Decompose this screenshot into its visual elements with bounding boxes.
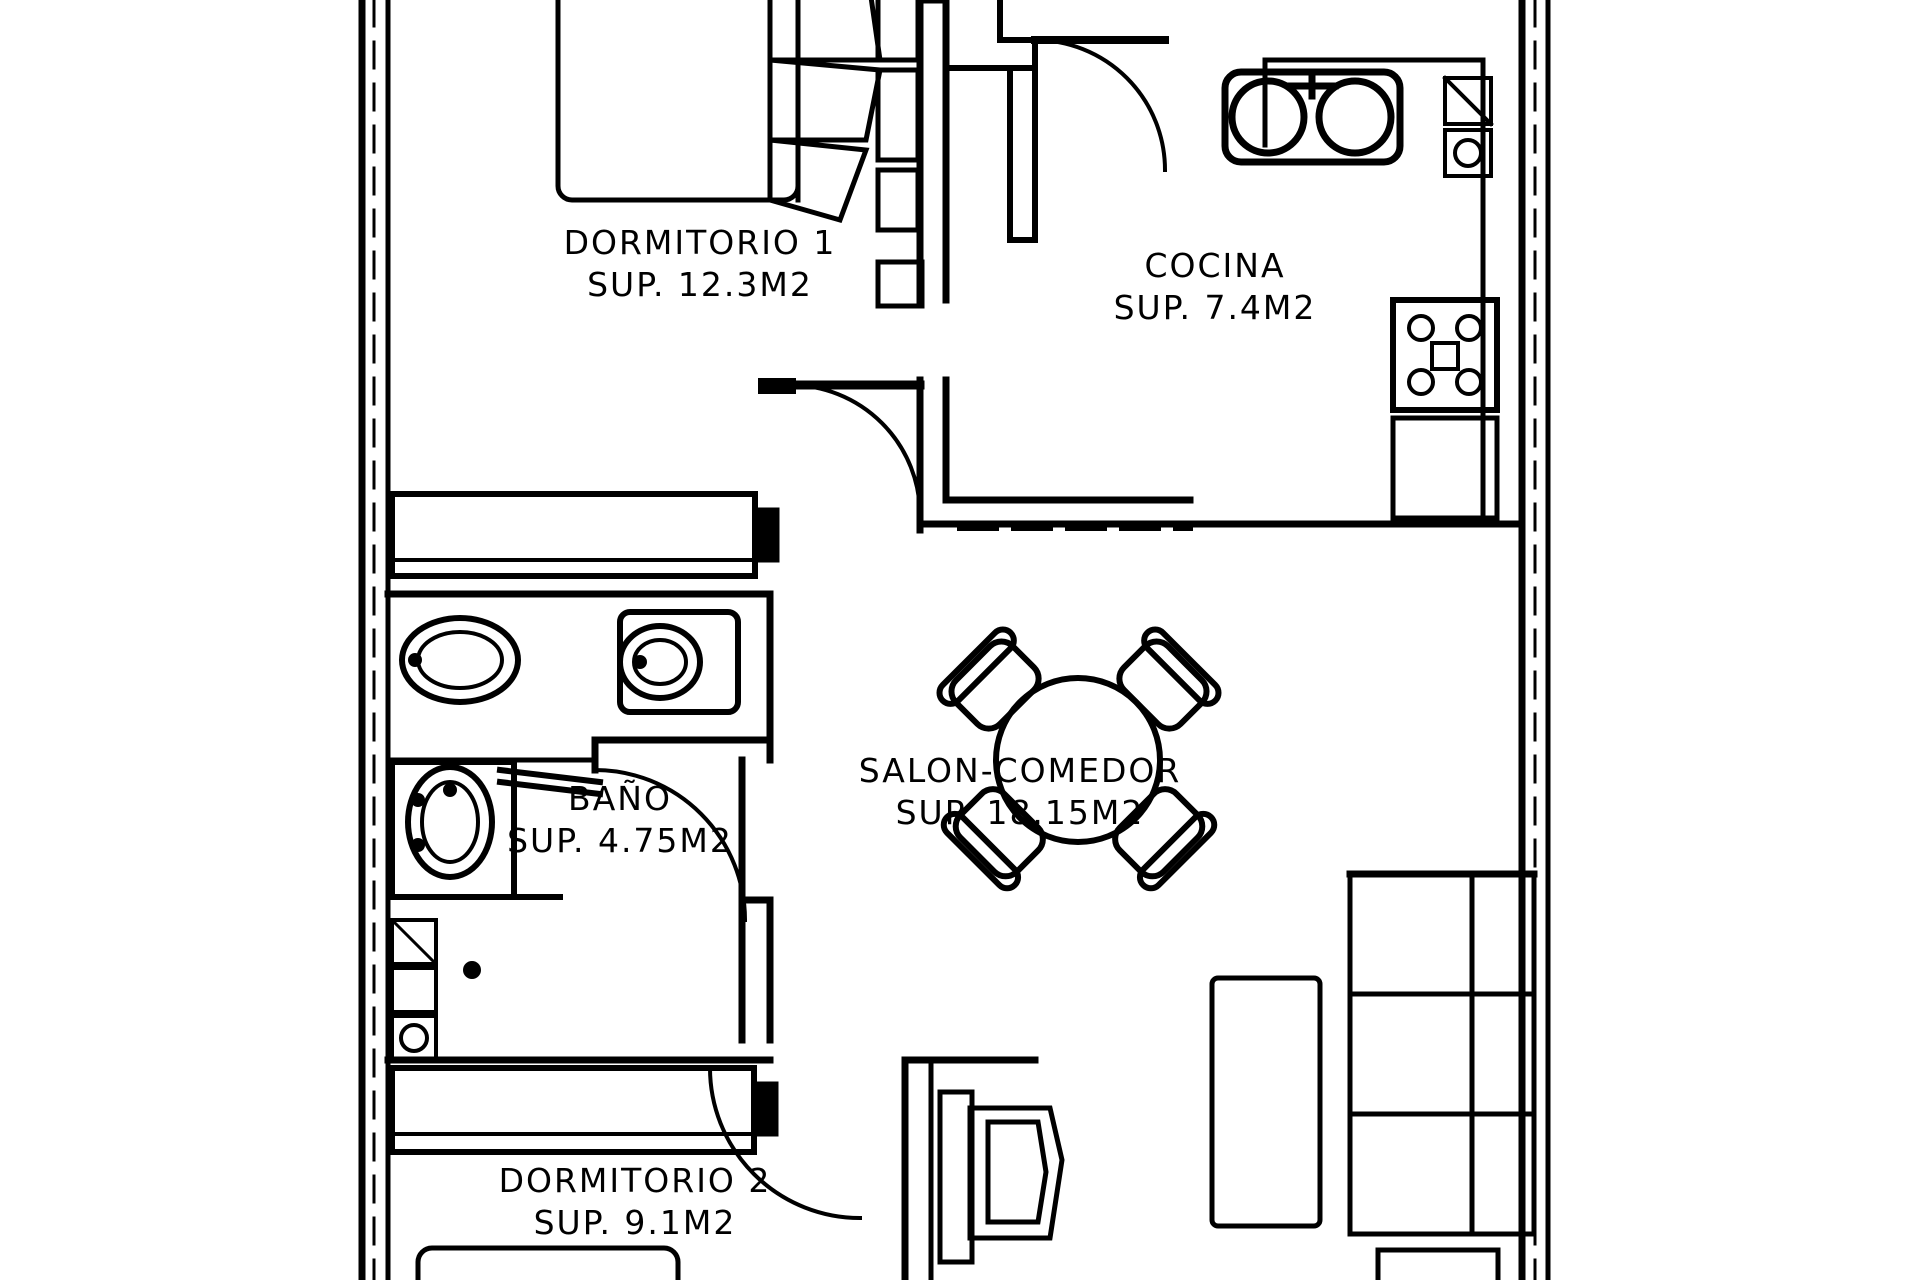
room-area: SUP. 4.75M2 bbox=[507, 821, 733, 861]
room-label-bano bbox=[507, 778, 733, 862]
room-name: DORMITORIO 1 bbox=[563, 223, 837, 262]
room-name: SALON-COMEDOR bbox=[858, 751, 1182, 790]
room-area: SUP. 18.15M2 bbox=[895, 793, 1145, 833]
room-label-salon-comedor bbox=[859, 750, 1182, 834]
room-name: BAÑO bbox=[568, 779, 672, 818]
room-label-dormitorio-2 bbox=[499, 1160, 772, 1244]
room-label-cocina bbox=[1114, 245, 1317, 329]
room-label-dormitorio-1 bbox=[564, 222, 837, 306]
room-area: SUP. 12.3M2 bbox=[587, 265, 813, 305]
room-area: SUP. 7.4M2 bbox=[1113, 288, 1317, 328]
room-name: COCINA bbox=[1144, 246, 1286, 285]
room-name: DORMITORIO 2 bbox=[498, 1161, 772, 1200]
room-area: SUP. 9.1M2 bbox=[533, 1203, 737, 1243]
